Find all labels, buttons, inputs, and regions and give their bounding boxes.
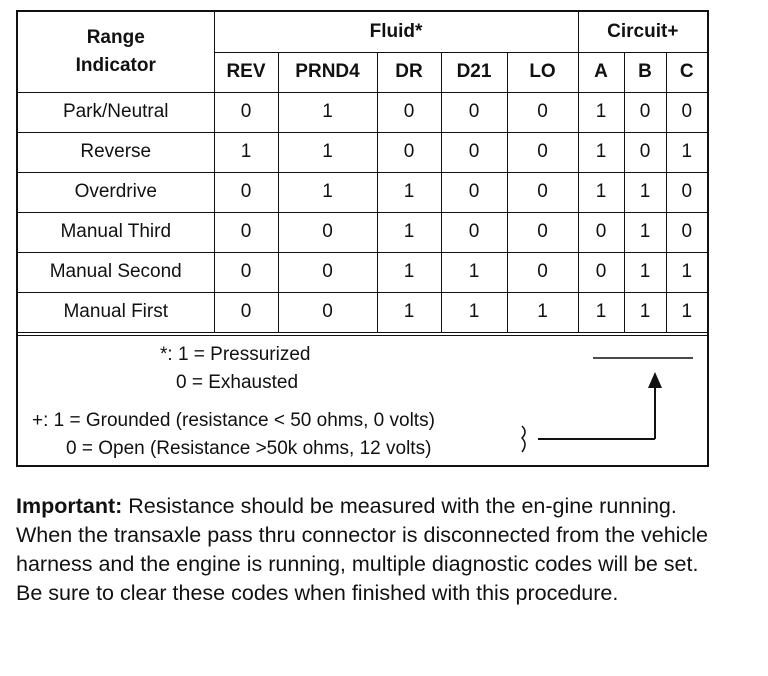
state-cell: 0 [507,172,578,212]
fluid-col-header: PRND4 [278,52,377,92]
state-cell: 1 [507,292,578,332]
state-cell: 1 [624,292,666,332]
important-text: Resistance should be measured with the en-gine running. When the transaxle pass thru connector is disconnected from the vehicle harness and the engine is running, multiple diagnostic codes will be set. Be sure to clear these codes when finished with this procedure. [16,494,708,605]
range-label: Park/Neutral [18,92,214,132]
range-label: Overdrive [18,172,214,212]
state-cell: 1 [666,252,707,292]
state-cell: 1 [578,132,624,172]
state-cell: 1 [666,132,707,172]
range-header-line1: Range [86,26,145,48]
range-table [18,12,707,333]
fluid-col-header: D21 [441,52,507,92]
state-cell: 0 [666,172,707,212]
range-indicator-header [18,12,214,92]
state-cell: 0 [624,132,666,172]
state-cell: 0 [214,292,278,332]
state-cell: 0 [666,212,707,252]
state-cell: 1 [278,172,377,212]
state-cell: 0 [278,292,377,332]
important-label: Important: [16,494,123,518]
range-header-line2: Indicator [75,54,156,76]
state-cell: 0 [377,92,441,132]
pointer-arrow-icon [498,342,703,462]
state-cell: 0 [507,132,578,172]
state-cell: 1 [624,212,666,252]
state-cell: 0 [278,252,377,292]
table-row [18,252,707,292]
state-cell: 0 [624,92,666,132]
circuit-col-header: B [624,52,666,92]
state-cell: 0 [214,172,278,212]
range-label: Reverse [18,132,214,172]
state-cell: 1 [377,292,441,332]
state-cell: 0 [578,212,624,252]
circuit-header: Circuit+ [578,12,707,52]
state-cell: 0 [214,92,278,132]
state-cell: 0 [377,132,441,172]
table-row [18,292,707,332]
legend [18,335,707,466]
state-cell: 1 [278,92,377,132]
state-cell: 1 [278,132,377,172]
state-cell: 1 [578,292,624,332]
table-row [18,132,707,172]
state-cell: 0 [666,92,707,132]
fluid-col-header: LO [507,52,578,92]
state-cell: 1 [214,132,278,172]
circuit-col-header: C [666,52,707,92]
fluid-col-header: DR [377,52,441,92]
table-row [18,172,707,212]
state-cell: 0 [578,252,624,292]
table-row [18,212,707,252]
fluid-header: Fluid* [214,12,578,52]
range-label: Manual Second [18,252,214,292]
state-cell: 0 [278,212,377,252]
important-note [16,492,716,608]
state-cell: 1 [441,292,507,332]
table-row [18,92,707,132]
state-cell: 0 [441,172,507,212]
state-cell: 1 [377,172,441,212]
fluid-col-header: REV [214,52,278,92]
fluid-legend-line2: 0 = Exhausted [176,372,299,393]
state-cell: 1 [441,252,507,292]
pressure-switch-table [16,10,709,467]
state-cell: 1 [377,252,441,292]
circuit-legend-line1: +: 1 = Grounded (resistance < 50 ohms, 0 volts) [32,410,435,431]
state-cell: 0 [441,212,507,252]
state-cell: 1 [578,92,624,132]
state-cell: 0 [507,252,578,292]
state-cell: 1 [624,172,666,212]
state-cell: 1 [578,172,624,212]
range-label: Manual Third [18,212,214,252]
circuit-col-header: A [578,52,624,92]
state-cell: 0 [214,212,278,252]
state-cell: 1 [666,292,707,332]
state-cell: 0 [507,212,578,252]
state-cell: 0 [441,132,507,172]
state-cell: 0 [507,92,578,132]
state-cell: 0 [441,92,507,132]
fluid-legend-line1: *: 1 = Pressurized [160,344,311,365]
circuit-legend-line2: 0 = Open (Resistance >50k ohms, 12 volts) [66,438,432,459]
state-cell: 1 [624,252,666,292]
state-cell: 0 [214,252,278,292]
range-label: Manual First [18,292,214,332]
state-cell: 1 [377,212,441,252]
